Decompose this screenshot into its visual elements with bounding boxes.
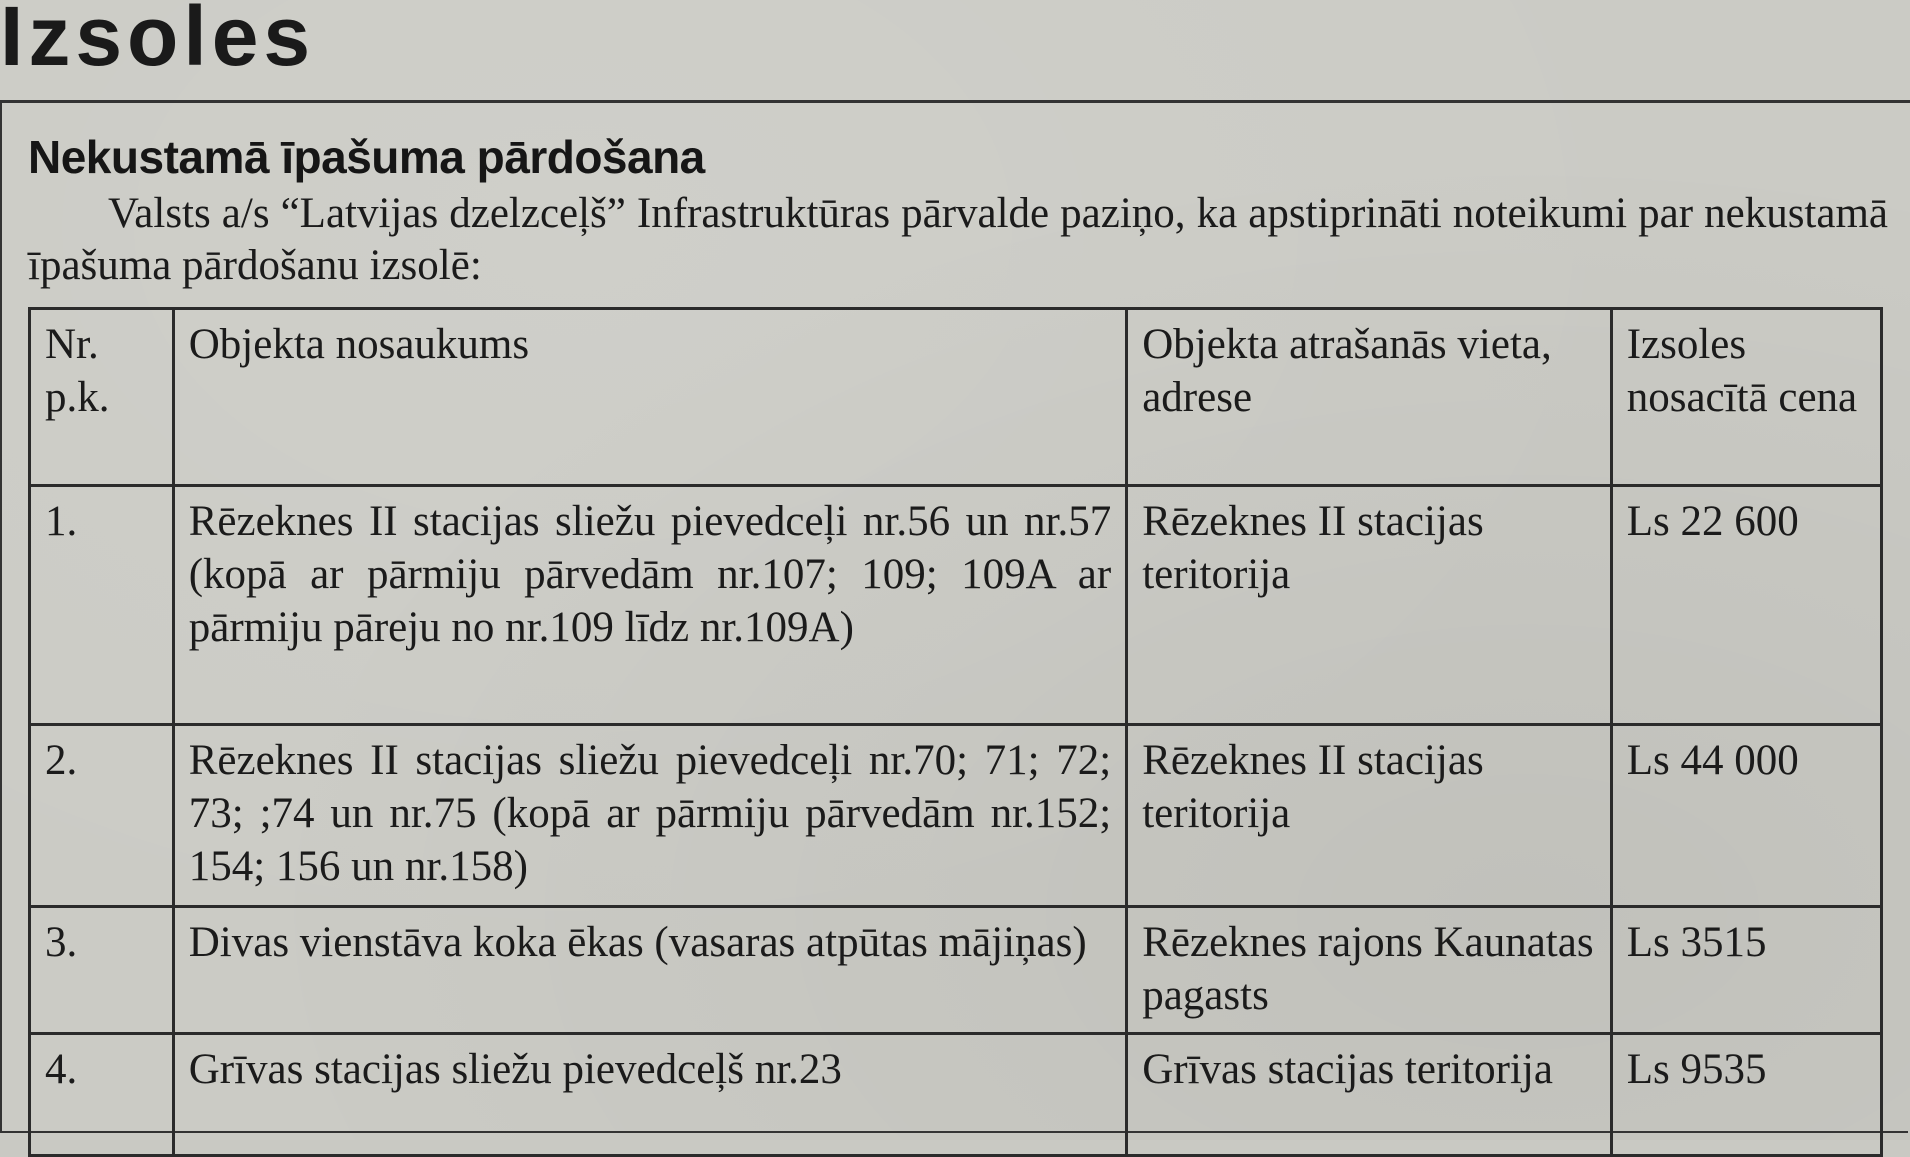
header-location: Objekta atrašanās vieta, adrese (1127, 309, 1612, 486)
notice-intro: Valsts a/s “Latvijas dzelzceļš” Infrastruktūras pārvalde paziņo, ka apstiprināti noteikumi par nekustamā īpašuma pārdošanu izsolē: (28, 190, 1888, 289)
table-row (30, 1034, 1882, 1156)
header-nr: Nr. p.k. (30, 309, 174, 486)
cell-price: Ls 22 600 (1611, 486, 1881, 725)
cell-name: Rēzeknes II stacijas sliežu pievedceļi nr.56 un nr.57 (kopā ar pārmiju pārvedām nr.107; 109; 109A ar pārmiju pāreju no nr.109 līdz nr.109A) (173, 486, 1126, 725)
cell-location: Grīvas stacijas teritorija (1127, 1034, 1612, 1156)
cell-nr: 2. (30, 725, 174, 907)
cell-name: Rēzeknes II stacijas sliežu pievedceļi nr.70; 71; 72; 73; ;74 un nr.75 (kopā ar pārmiju pārvedām nr.152; 154; 156 un nr.158) (173, 725, 1126, 907)
cell-location: Rēzeknes II stacijas teritorija (1127, 725, 1612, 907)
table-row (30, 486, 1882, 725)
table-row (30, 907, 1882, 1034)
header-name: Objekta nosaukums (173, 309, 1126, 486)
auction-table (28, 307, 1883, 1157)
cell-nr: 4. (30, 1034, 174, 1156)
cell-location: Rēzeknes rajons Kaunatas pagasts (1127, 907, 1612, 1034)
cell-nr: 3. (30, 907, 174, 1034)
cell-price: Ls 3515 (1611, 907, 1881, 1034)
table-row (30, 725, 1882, 907)
cell-price: Ls 44 000 (1611, 725, 1881, 907)
table-header-row (30, 309, 1882, 486)
notice-heading: Nekustamā īpašuma pārdošana (28, 131, 705, 183)
cell-nr: 1. (30, 486, 174, 725)
cell-name: Grīvas stacijas sliežu pievedceļš nr.23 (173, 1034, 1126, 1156)
cell-name: Divas vienstāva koka ēkas (vasaras atpūtas mājiņas) (173, 907, 1126, 1034)
section-title: Izsoles (0, 0, 316, 83)
cell-price: Ls 9535 (1611, 1034, 1881, 1156)
cell-location: Rēzeknes II stacijas teritorija (1127, 486, 1612, 725)
header-price: Izsoles nosacītā cena (1611, 309, 1881, 486)
